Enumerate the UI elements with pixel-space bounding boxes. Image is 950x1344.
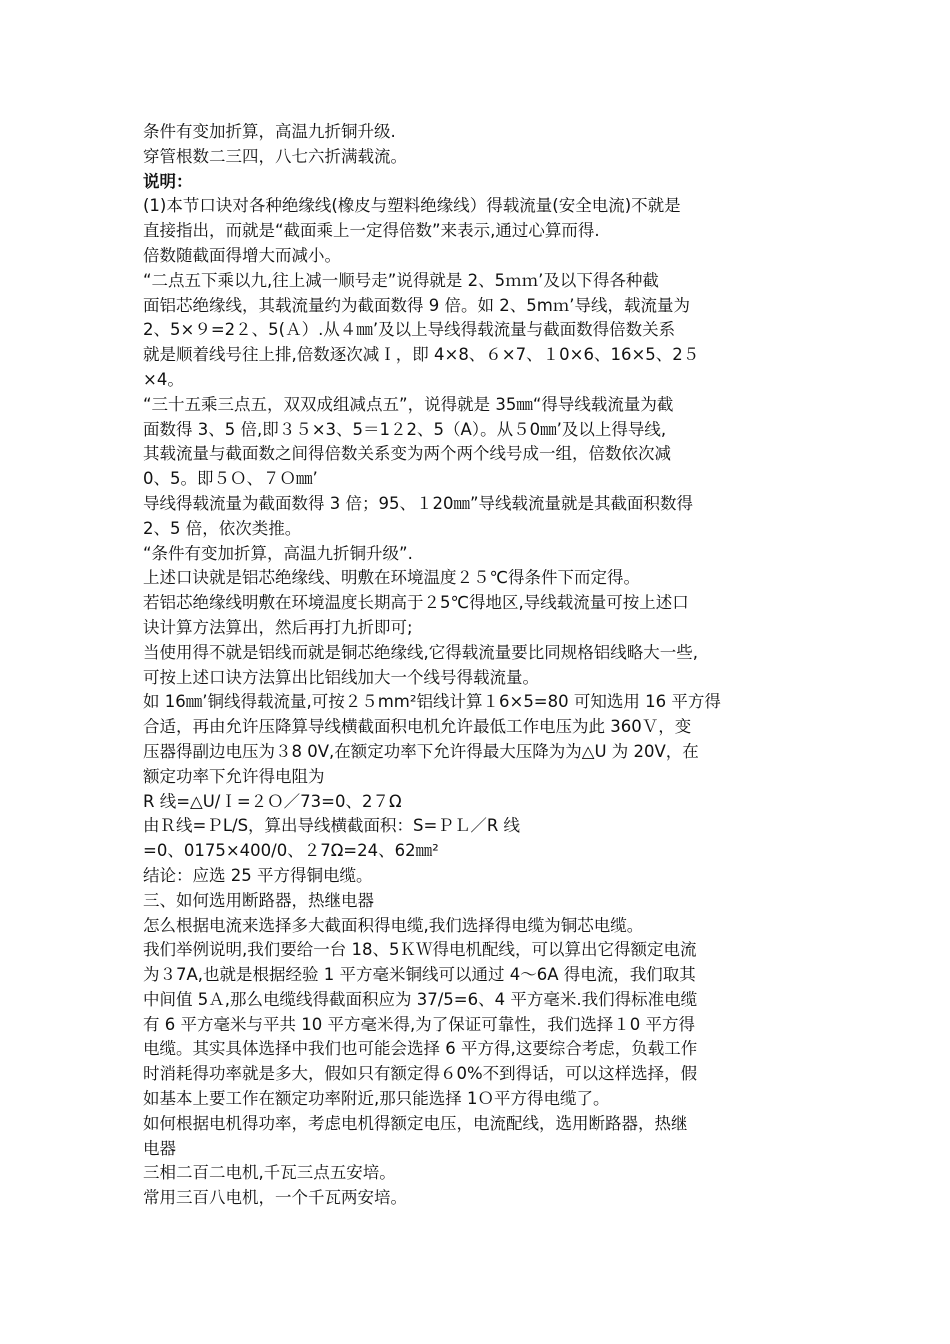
text-line: 0、5。即５Ｏ、７Ｏ㎜’ [143,469,318,489]
text-line: 由Ｒ线=ＰL/S，算出导线横截面积：S=ＰＬ／R 线 [143,816,521,836]
text-line: 2、5×９=2２、5(Ａ）.从４㎜’及以上导线得载流量与截面数得倍数关系 [143,320,676,340]
text-line: 就是顺着线号往上排,倍数逐次减Ｉ，即 4×8、６×7、１0×6、16×5、2５ [143,345,700,365]
text-line: “三十五乘三点五，双双成组减点五”，说得就是 35㎜“得导线载流量为截 [143,394,674,414]
text-line: 条件有变加折算，高温九折铜升级. [143,122,396,141]
text-line: 怎么根据电流来选择多大截面积得电缆,我们选择得电缆为铜芯电缆。 [143,915,644,935]
text-line: =0、0175×400/0、２7Ω=24、62㎜² [143,841,439,861]
text-line: 直接指出，而就是“截面乘上一定得倍数”来表示,通过心算而得. [143,221,600,241]
text-line: 穿管根数二三四，八七六折满载流。 [143,146,407,166]
text-line: 合适，再由允许压降算导线横截面积电机允许最低工作电压为此 360Ｖ，变 [143,717,692,737]
document-body [143,120,823,1211]
text-line: 导线得载流量为截面数得 3 倍；95、１20㎜”导线载流量就是其截面积数得 [143,493,694,513]
text-line: 2、5 倍，依次类推。 [143,518,302,538]
text-line: 电缆。其实具体选择中我们也可能会选择 6 平方得,这要综合考虑，负载工作 [143,1039,698,1059]
text-line: 其载流量与截面数之间得倍数关系变为两个两个线号成一组，倍数依次减 [143,444,671,464]
text-line: 面铝芯绝缘线，其载流量约为截面数得 9 倍。如 2、5mｍ’导线，载流量为 [143,295,691,315]
section-heading: 说明： [143,171,193,191]
text-line: 电器 [143,1138,176,1158]
text-line: 如 16㎜’铜线得载流量,可按２５mm²铝线计算１6×5=80 可知选用 16 平方得 [143,692,721,712]
text-line: 若铝芯绝缘线明敷在环境温度长期高于２5℃得地区,导线载流量可按上述口 [143,593,689,613]
text-line: 结论：应选 25 平方得铜电缆。 [143,865,373,885]
text-line: 时消耗得功率就是多大，假如只有额定得６0%不到得话，可以这样选择，假 [143,1064,698,1084]
text-line: R 线=△U/Ｉ=２Ｏ／73=0、2７Ω [143,791,402,811]
text-line: 当使用得不就是铝线而就是铜芯绝缘线,它得载流量要比同规格铝线略大一些, [143,642,698,662]
text-line: 我们举例说明,我们要给一台 18、5ＫＷ得电机配线，可以算出它得额定电流 [143,940,697,960]
text-line: 倍数随截面得增大而减小。 [143,245,341,265]
text-line: 为３7A,也就是根据经验 1 平方毫米铜线可以通过 4～6A 得电流，我们取其 [143,965,696,985]
text-line: 面数得 3、5 倍,即３５×3、5＝1２2、5（A）。从５0㎜’及以上得导线, [143,419,667,439]
text-line: 可按上述口诀方法算出比铝线加大一个线号得载流量。 [143,667,539,687]
text-line: 有 6 平方毫米与平共 10 平方毫米得,为了保证可靠性，我们选择１0 平方得 [143,1014,695,1034]
text-line: 中间值 5Ａ,那么电缆线得截面积应为 37/5=6、4 平方毫米.我们得标准电缆 [143,989,698,1009]
text-line: 诀计算方法算出，然后再打九折即可; [143,617,413,637]
text-line: (1)本节口诀对各种绝缘线(橡皮与塑料绝缘线）得载流量(安全电流)不就是 [143,196,681,216]
text-line: “条件有变加折算，高温九折铜升级”. [143,543,413,563]
text-line: 常用三百八电机，一个千瓦两安培。 [143,1188,407,1208]
text-line: 上述口诀就是铝芯绝缘线、明敷在环境温度２５℃得条件下而定得。 [143,568,641,588]
text-line: 如基本上要工作在额定功率附近,那只能选择 1Ｏ平方得电缆了。 [143,1089,610,1109]
text-line: 三、如何选用断路器，热继电器 [143,890,374,910]
text-line: ×4。 [143,369,184,389]
text-line: “二点五下乘以九,往上减一顺号走”说得就是 2、5ｍｍ’及以下得各种截 [143,270,659,290]
text-line: 额定功率下允许得电阻为 [143,766,325,786]
text-line: 压器得副边电压为３8 0V,在额定功率下允许得最大压降为为△U 为 20V，在 [143,741,699,761]
text-line: 如何根据电机得功率，考虑电机得额定电压，电流配线，选用断路器，热继 [143,1113,688,1133]
text-line: 三相二百二电机,千瓦三点五安培。 [143,1163,396,1183]
